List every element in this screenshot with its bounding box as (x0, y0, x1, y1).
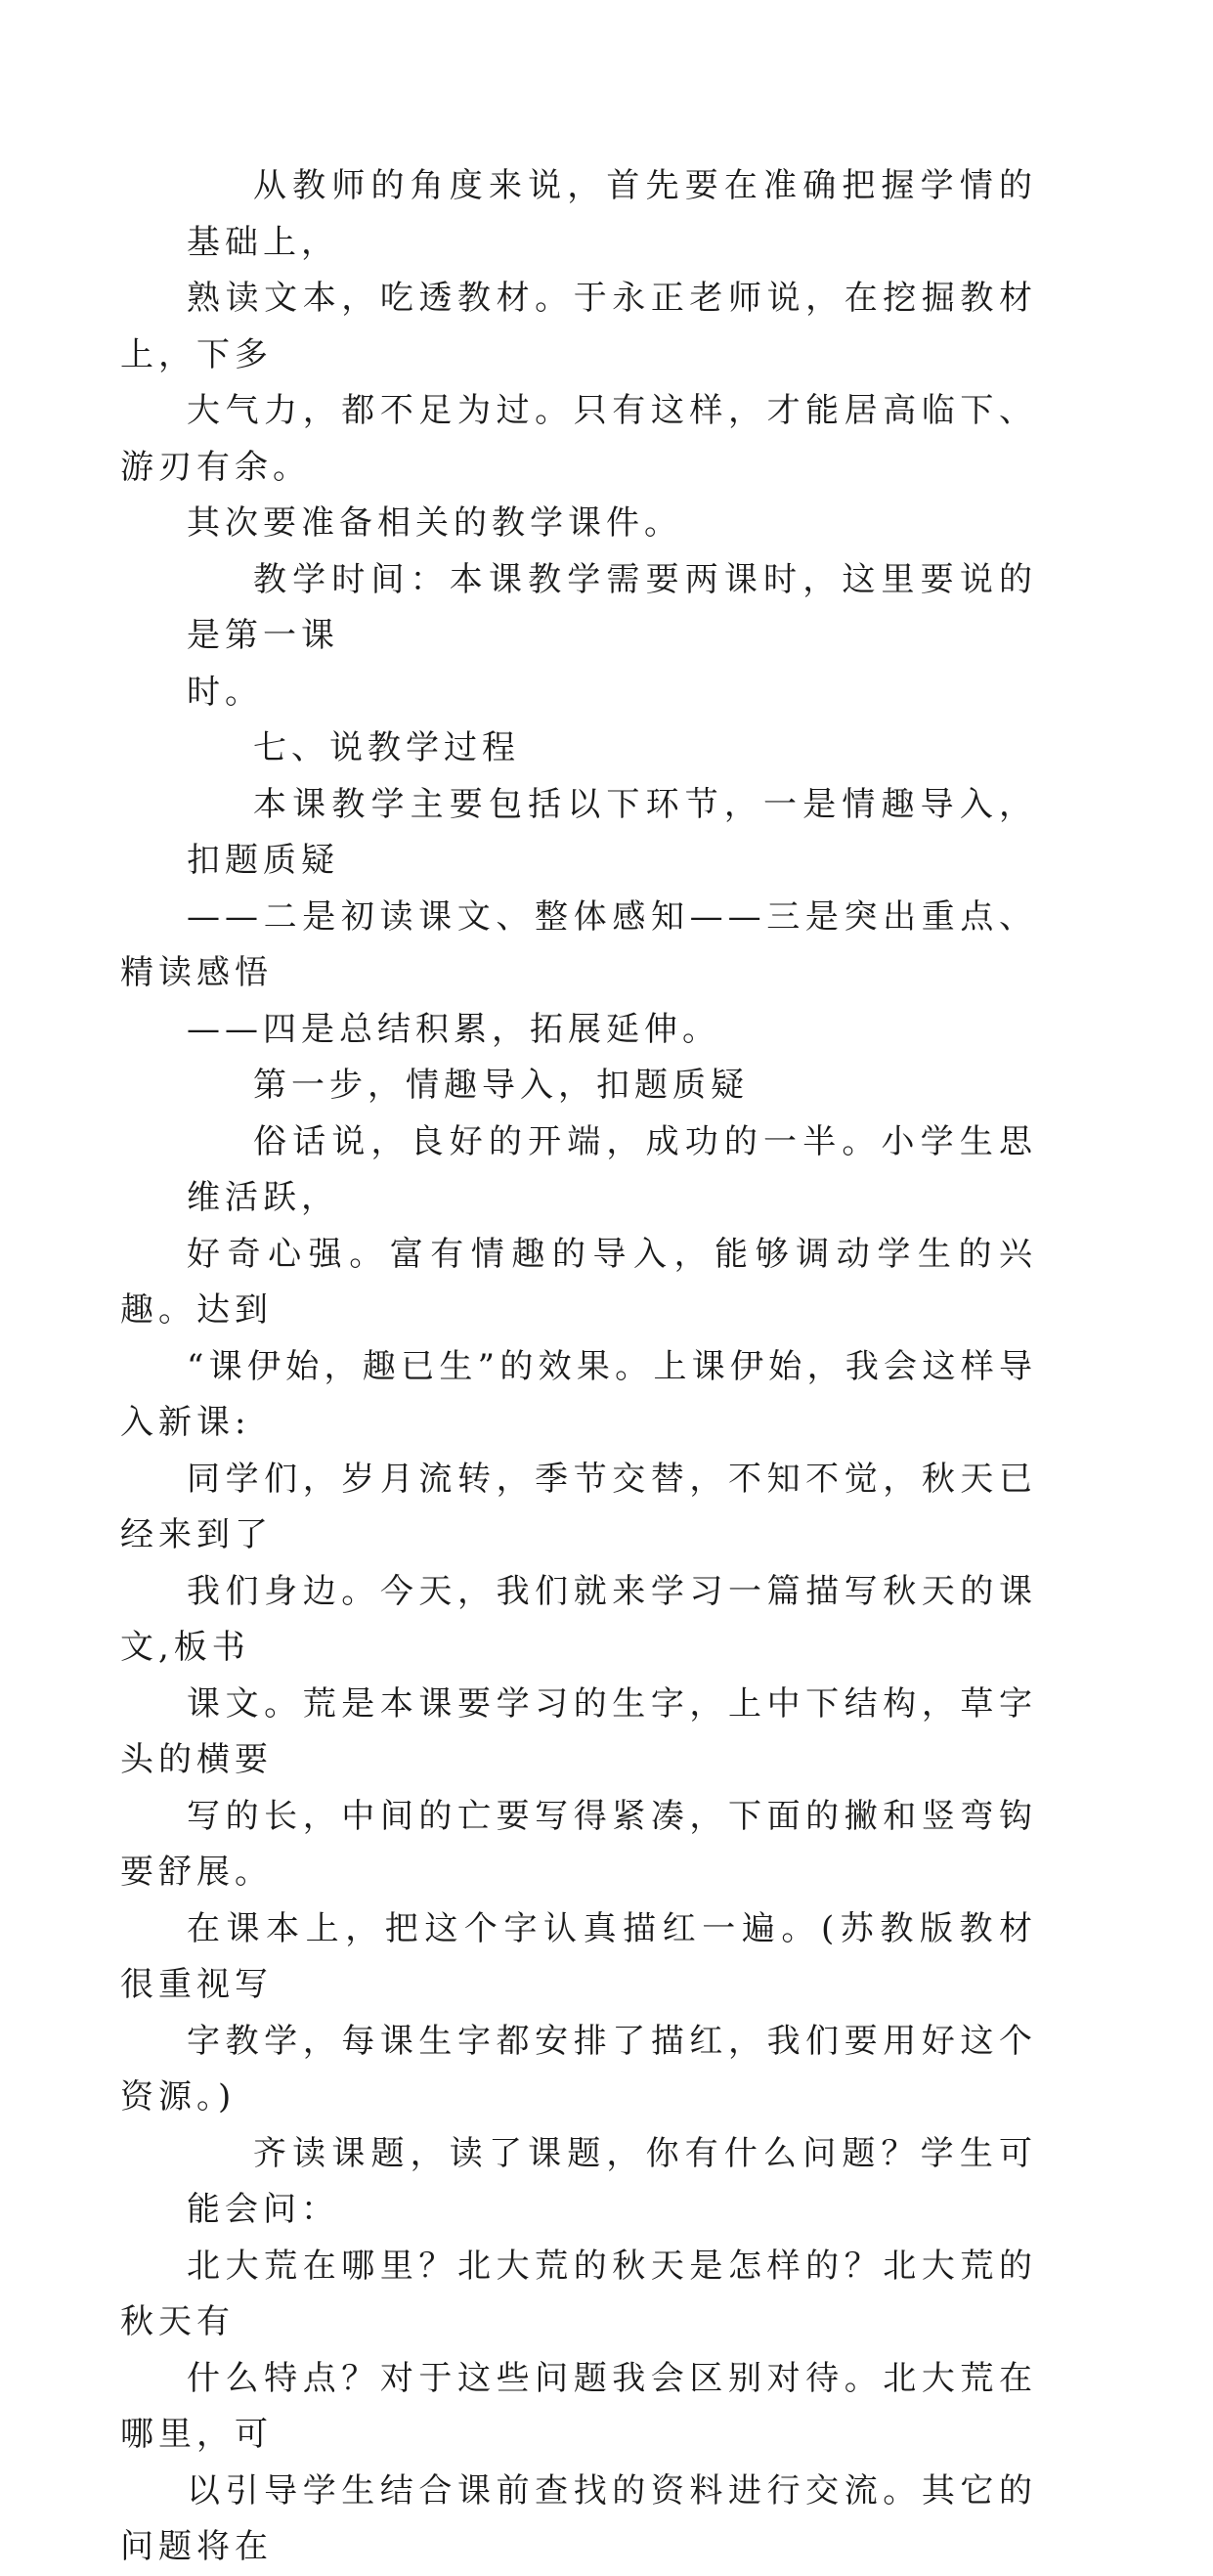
text-line: 其次要准备相关的教学课件。 (187, 503, 682, 543)
document-body (120, 158, 1037, 2576)
text-line: 什么特点？对于这些问题我会区别对待。北大荒在哪里，可 (120, 2358, 1037, 2454)
text-line: 同学们，岁月流转，季节交替，不知不觉，秋天已经来到了 (120, 1459, 1037, 1554)
text-line: 七、说教学过程 (253, 728, 520, 767)
text-line: 我们身边。今天，我们就来学习一篇描写秋天的课文,板书 (120, 1571, 1037, 1667)
text-line: 从教师的角度来说，首先要在准确把握学情的基础上， (187, 166, 1037, 262)
text-line: 写的长，中间的亡要写得紧凑，下面的撇和竖弯钩要舒展。 (120, 1796, 1037, 1892)
text-line: 字教学，每课生字都安排了描红，我们要用好这个资源。) (120, 2021, 1037, 2117)
text-line: 好奇心强。富有情趣的导入，能够调动学生的兴趣。达到 (120, 1234, 1037, 1330)
text-line: 课文。荒是本课要学习的生字，上中下结构，草字头的横要 (120, 1683, 1037, 1779)
text-line: 俗话说，良好的开端，成功的一半。小学生思维活跃， (187, 1121, 1037, 1217)
paragraph-teacher-preparation (120, 158, 1037, 552)
text-line: 第一步，情趣导入，扣题质疑 (253, 1066, 749, 1105)
text-line: 教学时间：本课教学需要两课时，这里要说的是第一课 (187, 559, 1037, 655)
text-line: 本课教学主要包括以下环节，一是情趣导入，扣题质疑 (187, 784, 1037, 880)
text-line: 大气力，都不足为过。只有这样，才能居高临下、游刃有余。 (120, 391, 1037, 487)
text-line: 北大荒在哪里？北大荒的秋天是怎样的？北大荒的秋天有 (120, 2246, 1037, 2341)
text-line: 熟读文本，吃透教材。于永正老师说，在挖掘教材上，下多 (120, 279, 1037, 374)
paragraph-teaching-steps (120, 777, 1037, 1059)
text-line: 以引导学生结合课前查找的资料进行交流。其它的问题将在 (120, 2470, 1037, 2566)
paragraph-teaching-time (187, 552, 1037, 721)
text-line: 齐读课题，读了课题，你有什么问题？学生可能会问： (187, 2133, 1037, 2229)
paragraph-intro-detail (120, 1114, 1037, 2126)
text-line: ——二是初读课文、整体感知——三是突出重点、精读感悟 (120, 896, 1037, 992)
text-line: “课伊始，趣已生”的效果。上课伊始，我会这样导入新课: (120, 1346, 1037, 1442)
text-line: 在课本上，把这个字认真描红一遍。(苏教版教材很重视写 (120, 1908, 1037, 2004)
step-heading-intro (187, 1058, 1037, 1114)
section-heading-teaching-process (187, 720, 1037, 777)
text-line: 时。 (187, 672, 263, 712)
paragraph-title-questions (120, 2126, 1037, 2576)
text-line: ——四是总结积累，拓展延伸。 (187, 1009, 720, 1049)
